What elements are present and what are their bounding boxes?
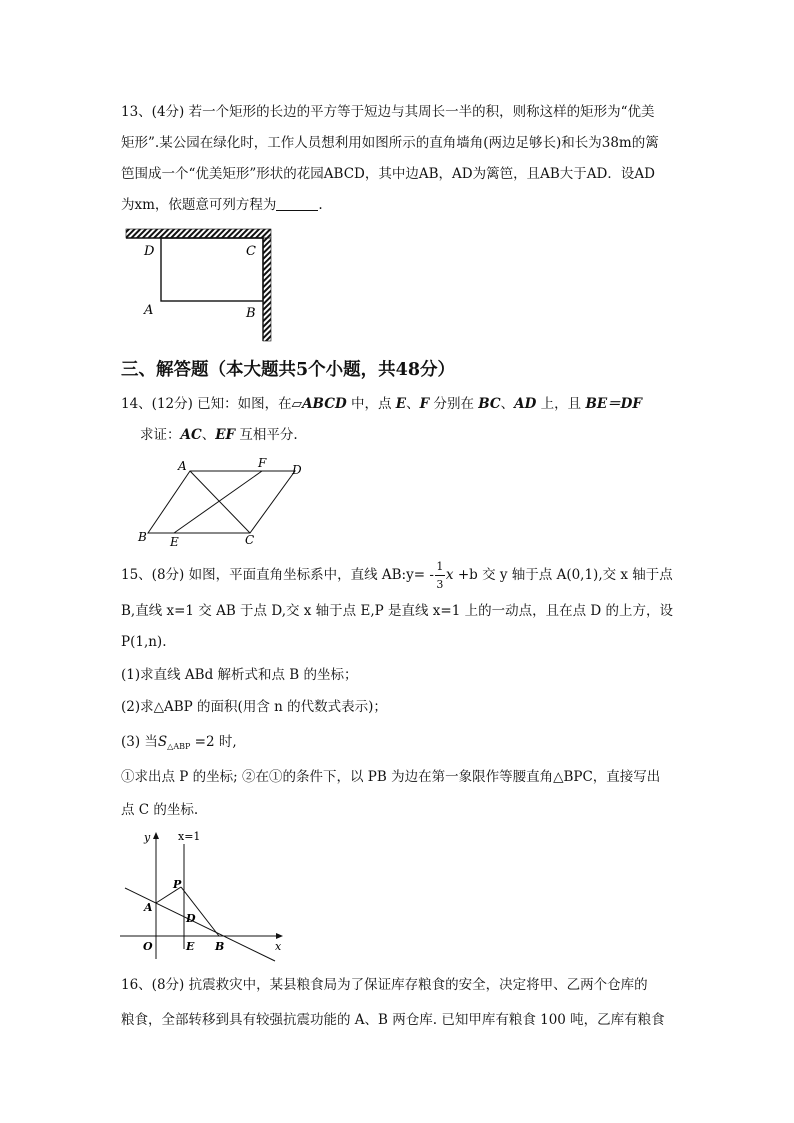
q14-figure-parallelogram (135, 455, 315, 550)
wall-top-hatch (126, 229, 271, 238)
x-axis-arrow (276, 933, 283, 939)
label-P: P (173, 878, 182, 891)
label-A: A (178, 459, 187, 473)
q14-text-k: 上，且 (536, 396, 586, 412)
q14-text-g: 分别在 (429, 396, 479, 412)
q16-line-2: 粮食，全部转移到具有较强抗震功能的 A、B 两仓库. 已知甲库有粮食 100 吨，乙库有粮食 (121, 1012, 665, 1028)
label-C: C (245, 533, 255, 547)
q15-item-3-a: (3) 当 (121, 734, 158, 750)
q15-text-a: 15、(8分) 如图，平面直角坐标系中，直线 AB:y= - (121, 567, 434, 583)
label-A: A (144, 303, 154, 318)
label-D: D (144, 244, 155, 259)
label-x-equals-1: x=1 (178, 830, 201, 843)
answer-blank[interactable] (276, 198, 318, 211)
label-C: C (246, 244, 256, 259)
q14-line-1 (121, 395, 642, 413)
q13-line-2: 矩形”.某公园在绿化时，工作人员想利用如图所示的直角墙角(两边足够长)和长为38m的篱 (121, 135, 659, 151)
q14-text-i: 、 (500, 396, 515, 412)
q15-item-4: ①求出点 P 的坐标; ②在①的条件下，以 PB 为边在第一象限作等腰直角△BPC，直接写出 (121, 769, 661, 785)
area-symbol: S (157, 734, 168, 750)
label-y: y (144, 831, 151, 844)
q13-figure-wall-corner (125, 226, 275, 346)
fraction-one-third (434, 559, 446, 591)
q14-prove-end: 互相平分. (235, 427, 298, 443)
q15-line-2: B,直线 x=1 交 AB 于点 D,交 x 轴于点 E,P 是直线 x=1 上的一动点，且在点 D 的上方，设 (121, 603, 673, 619)
section-3-heading: 三、解答题（本大题共5个小题，共48分） (121, 360, 456, 380)
q15-item-3-b: =2 时, (190, 734, 237, 750)
q14-bc: BC (478, 396, 501, 412)
label-A: A (144, 901, 153, 914)
y-axis-arrow (153, 832, 159, 839)
q15-text-c: +b 交 y 轴于点 A(0,1),交 x 轴于点 (453, 567, 673, 583)
q14-ac: AC (180, 427, 202, 443)
q15-item-2: (2)求△ABP 的面积(用含 n 的代数式表示)； (121, 699, 387, 715)
q14-text-e: 、 (406, 396, 420, 412)
q15-figure-coordinate-plane (115, 826, 295, 966)
q16-line-1: 16、(8分) 抗震救灾中，某县粮食局为了保证库存粮食的安全，决定将甲、乙两个仓库的 (121, 977, 648, 993)
q14-sep: 、 (201, 427, 216, 443)
label-D: D (186, 912, 196, 925)
q14-be-df: BE＝DF (585, 396, 642, 412)
label-x: x (275, 940, 282, 953)
label-B: B (215, 940, 225, 953)
q13-line-1: 13、(4分) 若一个矩形的长边的平方等于短边与其周长一半的积，则称这样的矩形为“优美 (121, 104, 655, 120)
segment-EF (174, 471, 262, 533)
q15-line-3: P(1,n). (121, 634, 167, 650)
label-F: F (258, 456, 267, 470)
label-B: B (138, 530, 147, 544)
q14-text-a: 14、(12分) 已知：如图，在▱ (121, 396, 303, 412)
label-B: B (246, 306, 256, 321)
q15-x: x (445, 567, 454, 583)
q14-prove-label: 求证： (140, 427, 181, 443)
q13-line-4 (121, 196, 323, 214)
fraction-numerator: 1 (436, 559, 444, 573)
q14-f: F (419, 396, 430, 412)
area-subscript: △ABP (167, 742, 191, 751)
q15-item-1: (1)求直线 ABd 解析式和点 B 的坐标； (121, 667, 358, 683)
q14-ef: EF (215, 427, 236, 443)
fraction-denominator: 3 (436, 577, 444, 591)
q14-ad: AD (514, 396, 537, 412)
label-D: D (292, 463, 302, 477)
q13-line-4-text: 为xm，依题意可列方程为 (121, 197, 277, 213)
q13-line-4-end: . (318, 197, 323, 213)
parallelogram-ABCD (148, 471, 295, 533)
label-E: E (170, 535, 179, 549)
q14-abcd: ABCD (302, 396, 347, 412)
q14-e: E (395, 396, 407, 412)
label-O: O (143, 940, 153, 953)
q15-line-1 (121, 559, 673, 591)
q14-text-c: 中，点 (346, 396, 396, 412)
label-E: E (186, 940, 195, 953)
q14-line-2 (140, 426, 298, 444)
diagonal-AC (190, 471, 250, 533)
q15-item-3 (121, 733, 237, 756)
wall-right-hatch (263, 238, 271, 341)
q13-line-3: 笆围成一个“优美矩形”形状的花园ABCD，其中边AB，AD为篱笆，且AB大于AD．设AD (121, 166, 655, 182)
q15-item-5: 点 C 的坐标. (121, 802, 199, 818)
